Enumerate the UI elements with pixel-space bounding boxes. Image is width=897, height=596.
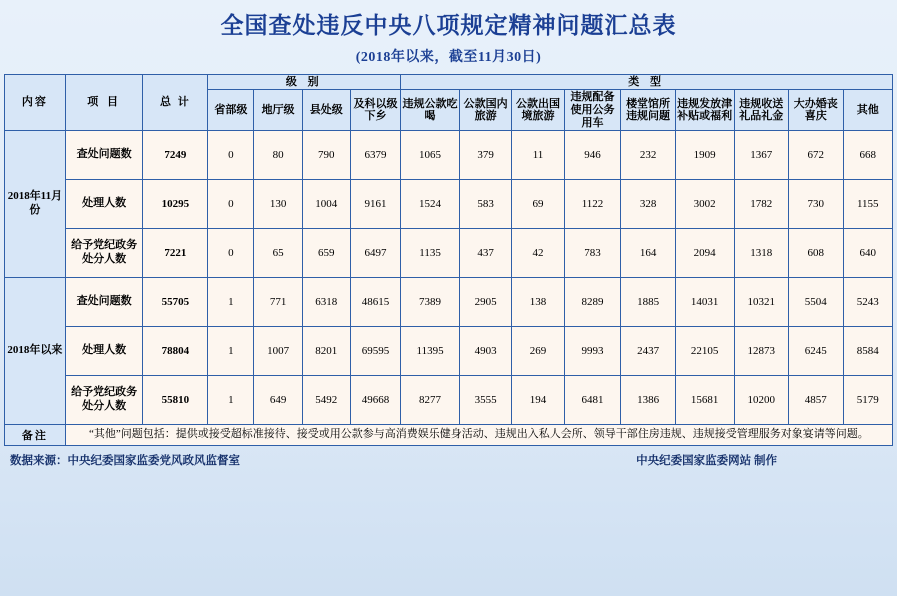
table-body <box>5 131 893 446</box>
header-type-4: 楼堂馆所违规问题 <box>621 90 676 131</box>
cell-type-5: 3002 <box>675 180 734 229</box>
cell-type-5: 2094 <box>675 229 734 278</box>
cell-type-4: 1386 <box>621 376 676 425</box>
cell-level-2: 659 <box>302 229 350 278</box>
row-item-label: 查处问题数 <box>65 131 143 180</box>
cell-level-3: 48615 <box>350 278 400 327</box>
table-row <box>5 180 893 229</box>
header-type-6: 违规收送礼品礼金 <box>734 90 789 131</box>
cell-type-5: 1909 <box>675 131 734 180</box>
header-row-groups <box>5 74 893 90</box>
cell-type-0: 1135 <box>401 229 460 278</box>
table-row <box>5 376 893 425</box>
summary-table <box>4 74 893 446</box>
cell-type-3: 1122 <box>564 180 621 229</box>
cell-type-1: 4903 <box>459 327 511 376</box>
cell-level-0: 0 <box>208 180 254 229</box>
cell-type-2: 69 <box>512 180 564 229</box>
cell-type-5: 22105 <box>675 327 734 376</box>
cell-type-6: 10321 <box>734 278 789 327</box>
cell-type-7: 5504 <box>789 278 844 327</box>
header-type-3: 违规配备使用公务用车 <box>564 90 621 131</box>
cell-type-5: 14031 <box>675 278 734 327</box>
cell-level-3: 6497 <box>350 229 400 278</box>
row-item-label: 给予党纪政务处分人数 <box>65 376 143 425</box>
cell-type-8: 5243 <box>843 278 892 327</box>
remark-text: “其他”问题包括：提供或接受超标准接待、接受或用公款参与高消费娱乐健身活动、违规出入私人会所、领导干部住房违规、违规接受管理服务对象宴请等问题。 <box>65 425 892 446</box>
cell-type-2: 11 <box>512 131 564 180</box>
header-level-1: 地厅级 <box>254 90 302 131</box>
producer: 中央纪委国家监委网站 制作 <box>636 454 777 467</box>
row-total: 55705 <box>143 278 208 327</box>
cell-level-1: 771 <box>254 278 302 327</box>
data-source: 数据来源：中央纪委国家监委党风政风监督室 <box>10 454 240 467</box>
cell-level-2: 8201 <box>302 327 350 376</box>
cell-type-6: 1782 <box>734 180 789 229</box>
cell-type-8: 640 <box>843 229 892 278</box>
header-level-3: 及科以级下乡 <box>350 90 400 131</box>
cell-type-2: 269 <box>512 327 564 376</box>
cell-type-6: 10200 <box>734 376 789 425</box>
cell-type-0: 8277 <box>401 376 460 425</box>
cell-level-0: 1 <box>208 278 254 327</box>
cell-level-1: 65 <box>254 229 302 278</box>
cell-type-1: 583 <box>459 180 511 229</box>
cell-type-6: 12873 <box>734 327 789 376</box>
cell-type-1: 3555 <box>459 376 511 425</box>
cell-type-0: 7389 <box>401 278 460 327</box>
remark-label: 备注 <box>5 425 66 446</box>
cell-type-2: 194 <box>512 376 564 425</box>
cell-type-1: 437 <box>459 229 511 278</box>
cell-type-4: 328 <box>621 180 676 229</box>
row-item-label: 给予党纪政务处分人数 <box>65 229 143 278</box>
row-item-label: 查处问题数 <box>65 278 143 327</box>
cell-level-3: 9161 <box>350 180 400 229</box>
row-total: 55810 <box>143 376 208 425</box>
header-content: 内容 <box>5 74 66 131</box>
cell-type-4: 232 <box>621 131 676 180</box>
cell-type-3: 9993 <box>564 327 621 376</box>
cell-type-8: 668 <box>843 131 892 180</box>
cell-type-3: 6481 <box>564 376 621 425</box>
cell-level-0: 0 <box>208 229 254 278</box>
table-head <box>5 74 893 131</box>
cell-level-2: 6318 <box>302 278 350 327</box>
table-row <box>5 131 893 180</box>
cell-type-4: 164 <box>621 229 676 278</box>
cell-level-2: 1004 <box>302 180 350 229</box>
header-level-group: 级 别 <box>208 74 401 90</box>
cell-type-7: 608 <box>789 229 844 278</box>
cell-type-8: 5179 <box>843 376 892 425</box>
cell-type-1: 2905 <box>459 278 511 327</box>
header-type-group: 类 型 <box>401 74 893 90</box>
cell-type-7: 730 <box>789 180 844 229</box>
cell-type-5: 15681 <box>675 376 734 425</box>
cell-type-8: 8584 <box>843 327 892 376</box>
cell-type-0: 1065 <box>401 131 460 180</box>
table-row <box>5 327 893 376</box>
period-label-0: 2018年11月份 <box>5 131 66 278</box>
header-type-5: 违规发放津补贴或福利 <box>675 90 734 131</box>
cell-type-3: 783 <box>564 229 621 278</box>
header-type-0: 违规公款吃喝 <box>401 90 460 131</box>
cell-type-1: 379 <box>459 131 511 180</box>
table-row <box>5 229 893 278</box>
remark-row <box>5 425 893 446</box>
cell-type-7: 4857 <box>789 376 844 425</box>
header-type-7: 大办婚丧喜庆 <box>789 90 844 131</box>
row-total: 10295 <box>143 180 208 229</box>
page-subtitle: (2018年以来，截至11月30日) <box>355 49 542 65</box>
cell-level-3: 6379 <box>350 131 400 180</box>
footer <box>10 452 887 468</box>
title-block <box>0 0 897 66</box>
cell-type-7: 672 <box>789 131 844 180</box>
cell-level-3: 69595 <box>350 327 400 376</box>
cell-type-4: 1885 <box>621 278 676 327</box>
cell-level-3: 49668 <box>350 376 400 425</box>
row-total: 7249 <box>143 131 208 180</box>
cell-level-2: 790 <box>302 131 350 180</box>
cell-type-2: 138 <box>512 278 564 327</box>
cell-level-2: 5492 <box>302 376 350 425</box>
cell-type-6: 1367 <box>734 131 789 180</box>
cell-level-1: 80 <box>254 131 302 180</box>
cell-type-6: 1318 <box>734 229 789 278</box>
cell-type-4: 2437 <box>621 327 676 376</box>
cell-level-0: 1 <box>208 327 254 376</box>
cell-level-0: 0 <box>208 131 254 180</box>
cell-type-0: 11395 <box>401 327 460 376</box>
period-label-1: 2018年以来 <box>5 278 66 425</box>
row-item-label: 处理人数 <box>65 180 143 229</box>
header-total: 总 计 <box>143 74 208 131</box>
summary-table-wrapper <box>4 74 893 446</box>
cell-type-2: 42 <box>512 229 564 278</box>
row-total: 7221 <box>143 229 208 278</box>
header-type-8: 其他 <box>843 90 892 131</box>
row-total: 78804 <box>143 327 208 376</box>
row-item-label: 处理人数 <box>65 327 143 376</box>
header-level-0: 省部级 <box>208 90 254 131</box>
cell-type-8: 1155 <box>843 180 892 229</box>
cell-level-1: 649 <box>254 376 302 425</box>
cell-type-7: 6245 <box>789 327 844 376</box>
page-title: 全国查处违反中央八项规定精神问题汇总表 <box>220 13 677 38</box>
header-item: 项 目 <box>65 74 143 131</box>
table-row <box>5 278 893 327</box>
cell-level-1: 1007 <box>254 327 302 376</box>
header-level-2: 县处级 <box>302 90 350 131</box>
header-type-1: 公款国内旅游 <box>459 90 511 131</box>
cell-level-1: 130 <box>254 180 302 229</box>
cell-type-3: 8289 <box>564 278 621 327</box>
cell-level-0: 1 <box>208 376 254 425</box>
cell-type-0: 1524 <box>401 180 460 229</box>
header-type-2: 公款出国境旅游 <box>512 90 564 131</box>
cell-type-3: 946 <box>564 131 621 180</box>
